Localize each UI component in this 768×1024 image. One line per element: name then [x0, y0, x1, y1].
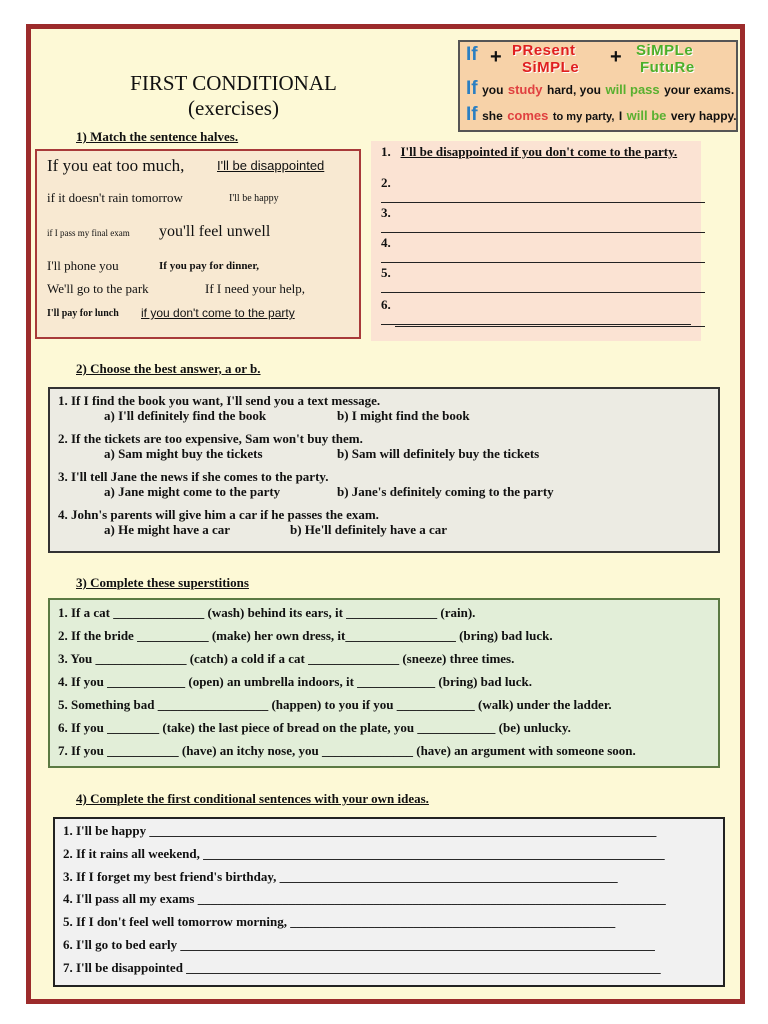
formula-box: [458, 40, 738, 132]
formula-if: If: [466, 44, 478, 65]
own-ideas-box: [53, 817, 725, 987]
formula-row-1: [466, 44, 478, 66]
match-item-5: if I pass my final exam: [47, 228, 130, 238]
option-3a[interactable]: a) Jane might come to the party: [104, 484, 281, 499]
choose-box: [48, 387, 720, 553]
idea-3[interactable]: 3. If I forget my best friend's birthday, ____________________________________________________: [63, 869, 618, 884]
match-box: [35, 149, 361, 339]
section3-heading: 3) Complete these superstitions: [76, 575, 249, 590]
idea-6[interactable]: 6. I'll go to bed early _________________________________________________________________________: [63, 937, 655, 952]
superstition-3[interactable]: 3. You ______________ (catch) a cold if a cat ______________ (sneeze) three times.: [58, 651, 515, 666]
superstition-2[interactable]: 2. If the bride ___________ (make) her own dress, it_________________ (bring) bad luck.: [58, 628, 553, 643]
match-item-4: I'll be happy: [229, 193, 279, 204]
option-1b[interactable]: b) I might find the book: [337, 408, 470, 423]
match-item-11: I'll pay for lunch: [47, 308, 119, 319]
answer-line-3[interactable]: 3.: [381, 205, 691, 237]
formula-future: FutuRe: [640, 59, 695, 76]
match-item-12: if you don't come to the party: [141, 306, 295, 320]
idea-4[interactable]: 4. I'll pass all my exams ________________________________________________________________________: [63, 891, 666, 906]
section2-heading: 2) Choose the best answer, a or b.: [76, 361, 261, 376]
question-3: 3. I'll tell Jane the news if she comes to the party.: [58, 469, 329, 484]
superstition-5[interactable]: 5. Something bad _________________ (happen) to you if you ____________ (walk) under the ladder.: [58, 697, 612, 712]
section1-heading: 1) Match the sentence halves.: [76, 129, 239, 144]
formula-plus-1: +: [490, 46, 502, 68]
match-item-8: If you pay for dinner,: [159, 260, 259, 272]
section4-heading: 4) Complete the first conditional sentences with your own ideas.: [76, 791, 429, 806]
formula-simple-1: SiMPLe: [522, 59, 580, 76]
option-4a[interactable]: a) He might have a car: [104, 522, 231, 537]
option-4b[interactable]: b) He'll definitely have a car: [290, 522, 448, 537]
formula-row-2: If you study hard, you will pass your exams.: [466, 78, 735, 99]
answer-example: 1. I'll be disappointed if you don't come to the party.: [381, 144, 678, 159]
match-item-10: If I need your help,: [205, 281, 305, 296]
answer-line-2[interactable]: 2.: [381, 175, 691, 207]
formula-simple-2: SiMPLe: [636, 42, 694, 59]
title-line-2: (exercises): [188, 96, 279, 120]
superstition-1[interactable]: 1. If a cat ______________ (wash) behind its ears, it ______________ (rain).: [58, 605, 476, 620]
superstition-6[interactable]: 6. If you ________ (take) the last piece of bread on the plate, you ____________ (be) unlucky.: [58, 720, 571, 735]
answer-line-5[interactable]: 5.: [381, 265, 691, 297]
match-item-1: If you eat too much,: [47, 156, 185, 175]
page-title: [111, 71, 356, 121]
match-item-6: you'll feel unwell: [159, 223, 271, 240]
question-2: 2. If the tickets are too expensive, Sam won't buy them.: [58, 431, 363, 446]
option-2a[interactable]: a) Sam might buy the tickets: [104, 446, 263, 461]
match-answers: [371, 141, 701, 341]
answer-line-4[interactable]: 4.: [381, 235, 691, 267]
option-2b[interactable]: b) Sam will definitely buy the tickets: [337, 446, 540, 461]
match-item-3: if it doesn't rain tomorrow: [47, 190, 183, 205]
match-item-2: I'll be disappointed: [217, 158, 325, 173]
question-4: 4. John's parents will give him a car if he passes the exam.: [58, 507, 379, 522]
idea-5[interactable]: 5. If I don't feel well tomorrow morning, __________________________________________________: [63, 914, 616, 929]
formula-present: PResent: [512, 42, 576, 59]
question-1: 1. If I find the book you want, I'll send you a text message.: [58, 393, 381, 408]
match-item-9: We'll go to the park: [47, 281, 149, 296]
option-1a[interactable]: a) I'll definitely find the book: [104, 408, 267, 423]
title-line-1: FIRST CONDITIONAL: [130, 71, 337, 95]
idea-7[interactable]: 7. I'll be disappointed _________________________________________________________________________: [63, 960, 661, 975]
superstition-4[interactable]: 4. If you ____________ (open) an umbrella indoors, it ____________ (bring) bad luck.: [58, 674, 532, 689]
option-3b[interactable]: b) Jane's definitely coming to the party: [337, 484, 554, 499]
superstition-7[interactable]: 7. If you ___________ (have) an itchy nose, you ______________ (have) an argument with someone soon.: [58, 743, 636, 758]
superstitions-box: [48, 598, 720, 768]
idea-2[interactable]: 2. If it rains all weekend, _______________________________________________________________________: [63, 846, 665, 861]
formula-row-3: If she comes to my party, I will be very happy.: [466, 104, 737, 125]
formula-plus-2: +: [610, 46, 622, 68]
idea-1[interactable]: 1. I'll be happy ______________________________________________________________________________: [63, 823, 657, 838]
match-item-7: I'll phone you: [47, 258, 119, 273]
worksheet-page: [26, 24, 745, 1004]
answer-line-6[interactable]: 6.: [381, 297, 691, 329]
